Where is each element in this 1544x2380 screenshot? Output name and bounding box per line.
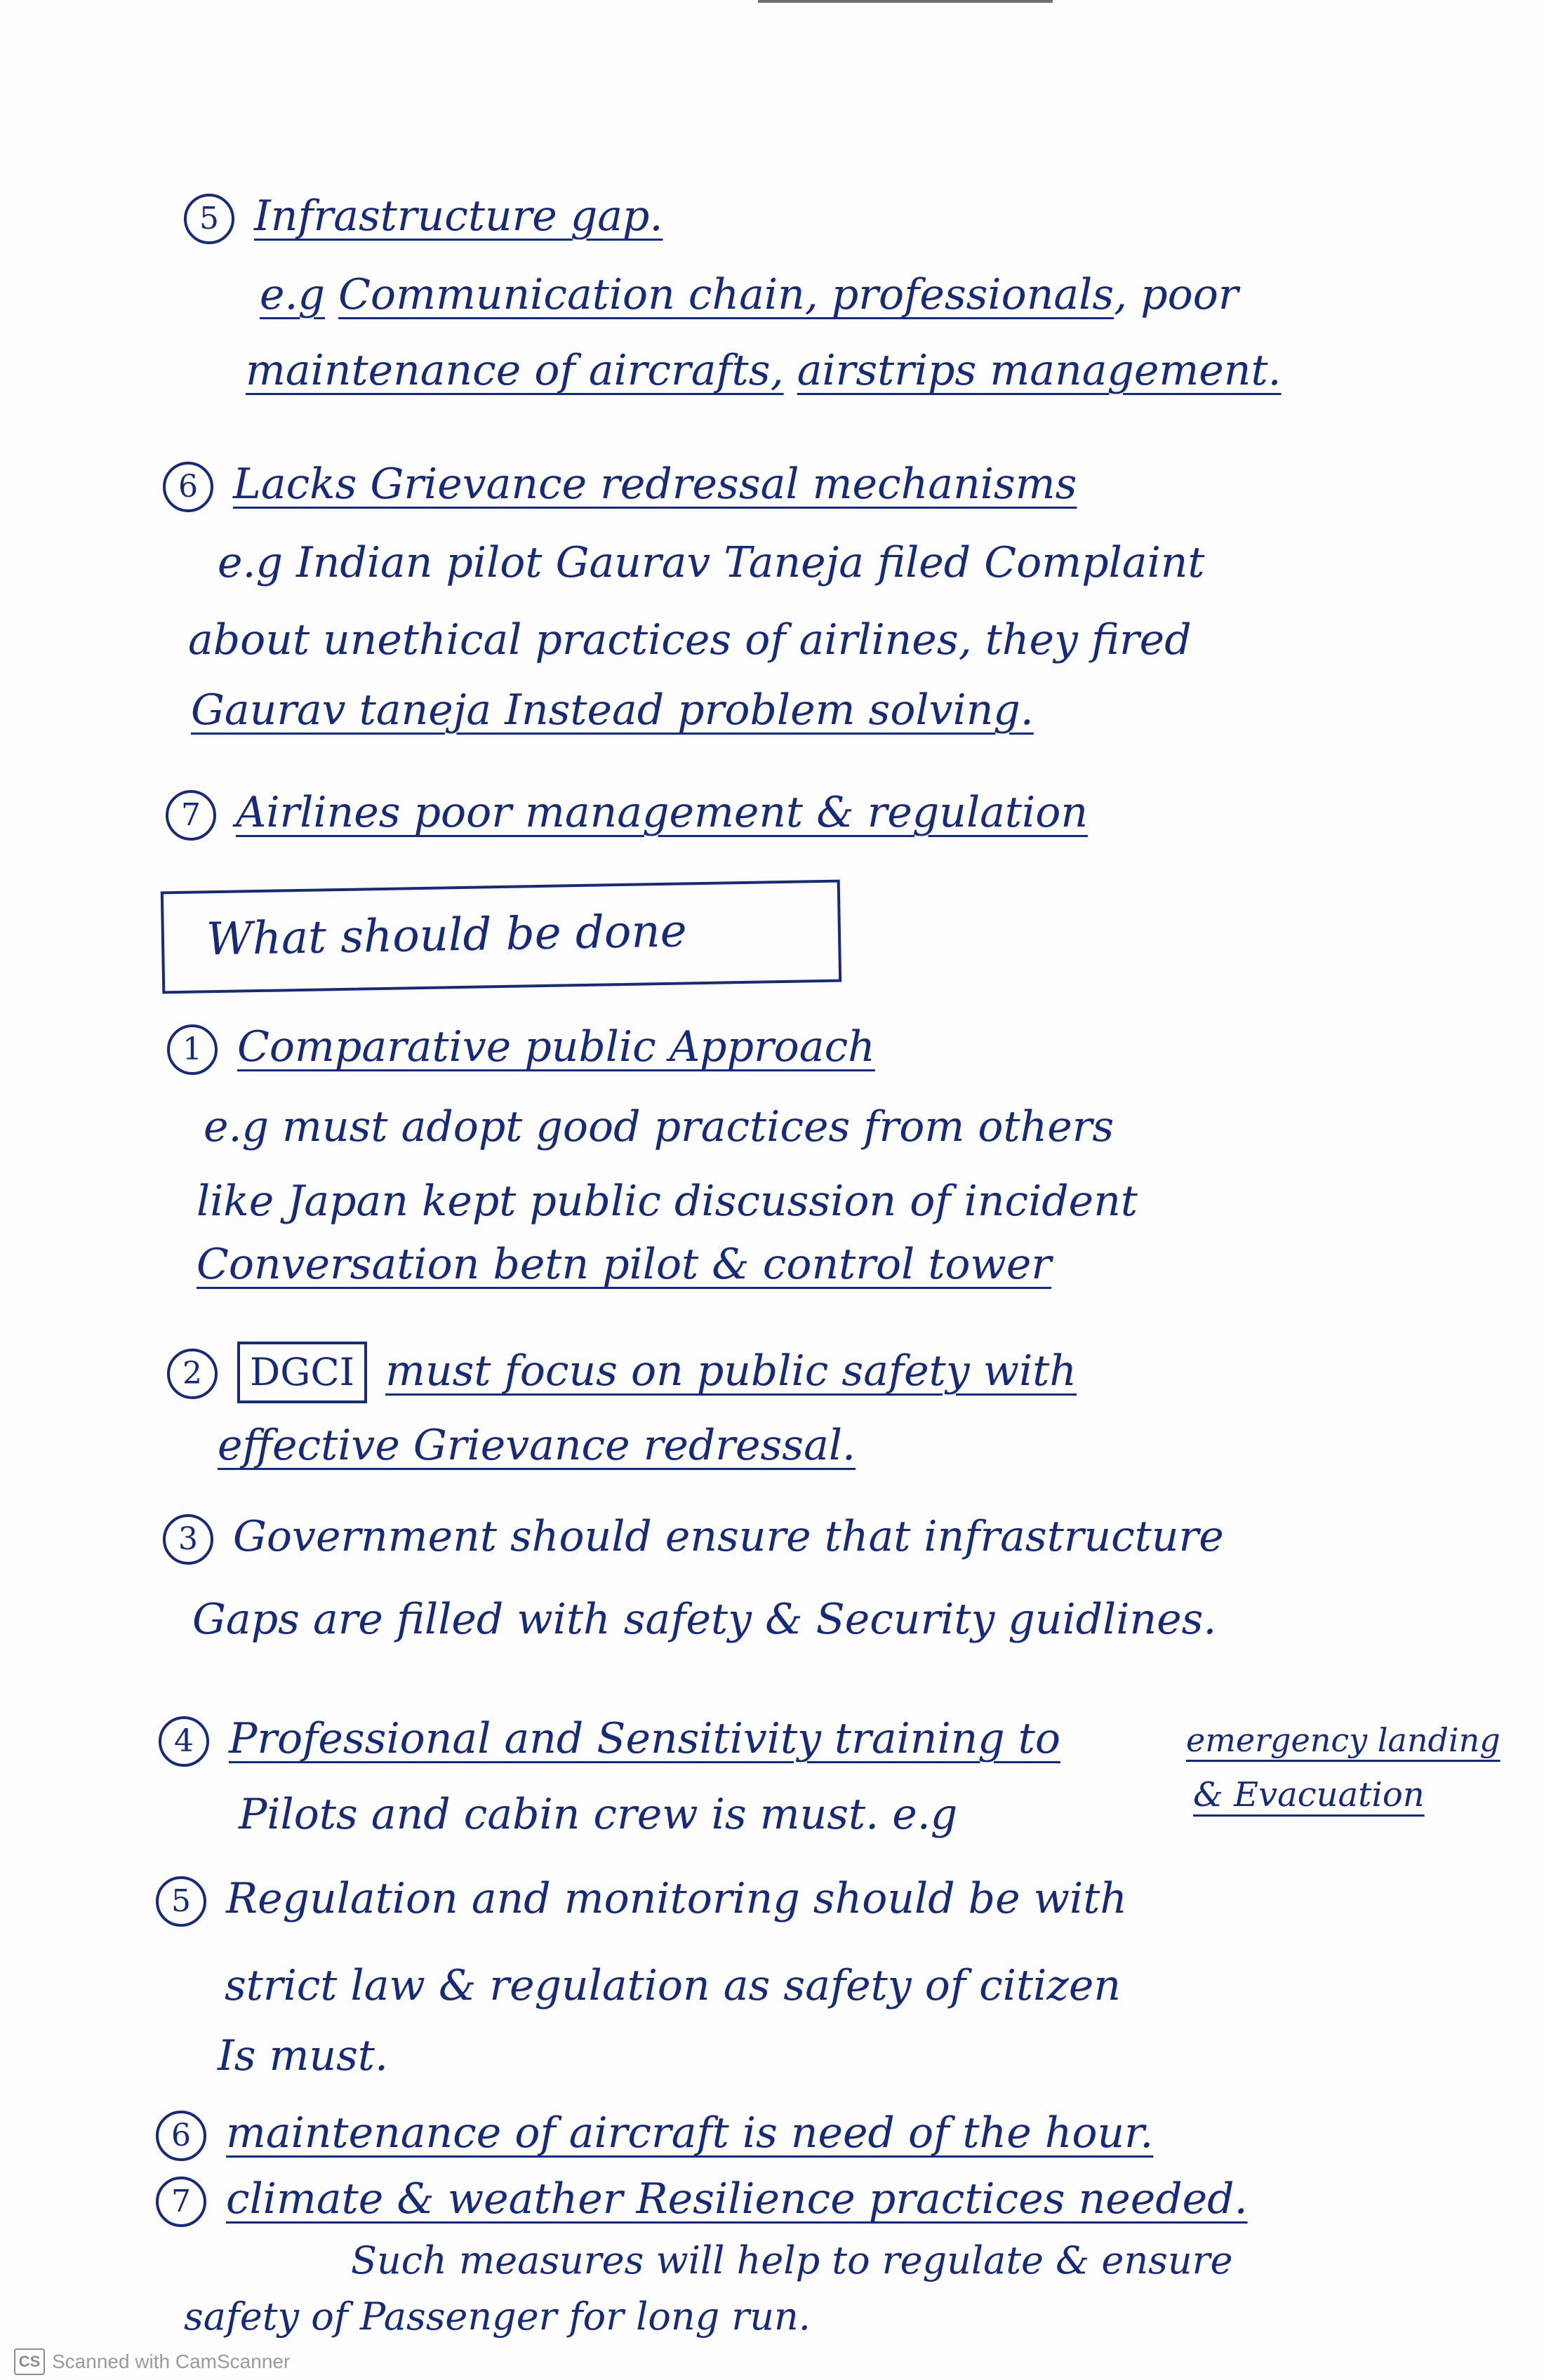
text: Communication chain — [338, 270, 805, 319]
measure-1-line-3 — [197, 1236, 1051, 1292]
what-should-be-done-box — [161, 880, 841, 994]
text: climate & weather Resilience practices needed. — [226, 2174, 1248, 2224]
measure-4-line-1 — [159, 1711, 1060, 1767]
measure-3-line-2 — [192, 1591, 1216, 1647]
item-number: 6 — [163, 462, 213, 512]
text: safety of Passenger for long run. — [184, 2294, 811, 2339]
section-6-line-2 — [188, 612, 1192, 668]
item-number: 4 — [159, 1716, 209, 1767]
section-6-line-3 — [191, 682, 1034, 738]
text: emergency landing — [1186, 1721, 1500, 1759]
text: , professionals — [804, 270, 1114, 319]
text: & Evacuation — [1193, 1775, 1425, 1814]
text: maintenance of aircrafts, — [246, 346, 784, 395]
eg-label: e.g — [260, 270, 325, 319]
item-number: 5 — [156, 1876, 206, 1927]
text: Pilots and cabin crew is must. e.g — [239, 1790, 958, 1839]
measure-3-line-1 — [163, 1509, 1224, 1565]
heading-text: Lacks Grievance redressal mechanisms — [233, 460, 1077, 509]
scan-edge-line — [758, 0, 1053, 3]
heading-text: Airlines poor management & regulation — [236, 788, 1088, 837]
text: , poor — [1114, 270, 1239, 319]
item-number: 1 — [167, 1024, 218, 1075]
measure-7-line-2 — [351, 2233, 1232, 2289]
text: about unethical practices of airlines, they fired — [188, 615, 1192, 664]
text: effective Grievance redressal. — [218, 1421, 856, 1470]
item-number: 7 — [166, 790, 216, 841]
measure-2-line-2 — [218, 1417, 856, 1473]
measure-2-line-1 — [167, 1342, 1077, 1403]
camscanner-text: Scanned with CamScanner — [52, 2351, 291, 2372]
item-number: 5 — [184, 194, 234, 244]
measure-4-emergency-landing — [1186, 1712, 1500, 1768]
measure-7-line-1 — [156, 2171, 1248, 2227]
camscanner-logo-icon: CS — [14, 2348, 45, 2375]
text: airstrips management. — [797, 346, 1282, 395]
item-number: 6 — [156, 2111, 206, 2161]
text: Government should ensure that infrastructure — [233, 1512, 1224, 1561]
section-5-heading — [184, 188, 663, 244]
text: Conversation betn pilot & control tower — [197, 1240, 1052, 1289]
text: strict law & regulation as safety of citizen — [225, 1961, 1122, 2010]
section-6-heading — [163, 456, 1077, 512]
item-number: 7 — [156, 2177, 206, 2227]
measure-5-line-1 — [156, 1871, 1127, 1927]
heading-text: Infrastructure gap. — [254, 192, 663, 241]
section-7-heading — [166, 784, 1088, 841]
section-5-line-1 — [260, 267, 1239, 323]
text: e.g must adopt good practices from others — [204, 1102, 1114, 1151]
item-number: 2 — [167, 1349, 218, 1399]
text: Is must. — [218, 2031, 389, 2080]
measure-6-line-1 — [156, 2105, 1153, 2161]
box-title: What should be done — [206, 905, 688, 966]
text: e.g Indian pilot Gaurav Taneja filed Complaint — [218, 538, 1205, 587]
measure-4-line-2 — [239, 1786, 957, 1843]
text: Regulation and monitoring should be with — [226, 1874, 1127, 1923]
measure-7-line-3 — [184, 2289, 811, 2345]
camscanner-watermark — [14, 2348, 290, 2376]
measure-1-line-1 — [204, 1099, 1114, 1155]
text: Gaurav taneja Instead problem solving. — [191, 686, 1034, 735]
section-5-line-2 — [246, 342, 1282, 399]
measure-1-line-2 — [197, 1173, 1138, 1229]
section-6-line-1 — [218, 535, 1205, 591]
text: Professional and Sensitivity training to — [229, 1714, 1060, 1763]
text: maintenance of aircraft is need of the hour. — [226, 2108, 1154, 2158]
measure-4-evacuation — [1193, 1767, 1425, 1823]
item-number: 3 — [163, 1514, 213, 1565]
measure-1-heading — [167, 1019, 875, 1075]
text: like Japan kept public discussion of incident — [197, 1177, 1138, 1226]
text: must focus on public safety with — [385, 1346, 1077, 1396]
measure-5-line-2 — [225, 1958, 1121, 2014]
text: Gaps are filled with safety & Security guidlines. — [192, 1595, 1217, 1644]
text: Such measures will help to regulate & ensure — [351, 2238, 1233, 2282]
heading-text: Comparative public Approach — [237, 1022, 875, 1071]
measure-5-line-3 — [218, 2028, 388, 2084]
dgci-box: DGCI — [237, 1342, 367, 1403]
